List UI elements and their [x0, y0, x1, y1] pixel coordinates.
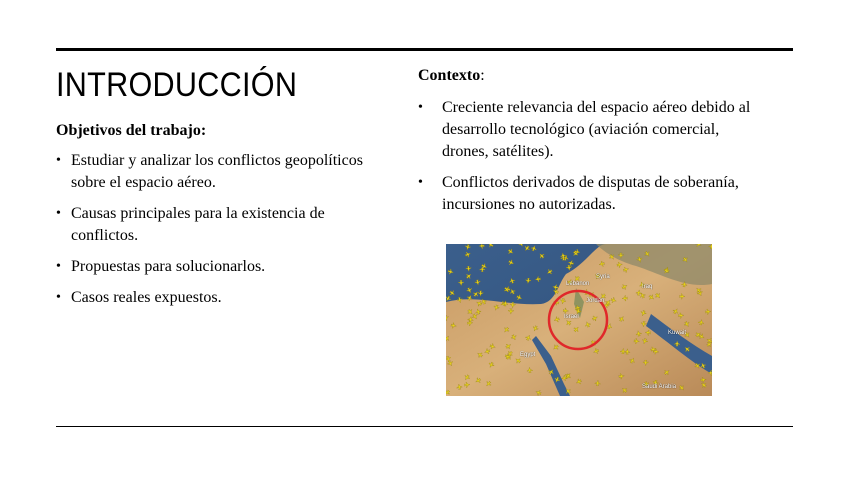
objective-item: • Estudiar y analizar los conflictos geopolíticos sobre el espacio aéreo. — [56, 150, 376, 194]
objectives-heading: Objetivos del trabajo: — [56, 122, 207, 139]
objectives-list — [56, 150, 376, 309]
map-label: Syria — [596, 274, 610, 280]
map-label: Egypt — [520, 352, 536, 358]
context-section — [418, 65, 768, 225]
map-label: Lebanon — [566, 281, 590, 287]
map-label: Kuwait — [668, 330, 687, 336]
objectives-section — [56, 122, 376, 318]
map-label: Israel — [564, 314, 579, 320]
map-label: Iraq — [642, 284, 653, 290]
bottom-divider — [56, 426, 793, 427]
top-divider — [56, 48, 793, 51]
context-heading — [418, 65, 768, 87]
context-item: • Conflictos derivados de disputas de soberanía, incursiones no autorizadas. — [418, 172, 768, 216]
objective-item: • Casos reales expuestos. — [56, 287, 376, 309]
context-item: • Creciente relevancia del espacio aéreo debido al desarrollo tecnológico (aviación comercial, drones, satélites). — [418, 97, 768, 163]
objective-item: • Causas principales para la existencia de conflictos. — [56, 203, 376, 247]
context-heading-label: Contexto — [418, 67, 481, 84]
map-graphic — [446, 244, 712, 396]
map-label: Jordan — [586, 298, 605, 304]
map-label: Saudi Arabia — [642, 384, 677, 390]
airspace-map-image — [446, 244, 712, 396]
context-list — [418, 97, 768, 216]
slide-title: INTRODUCCIÓN — [56, 66, 298, 104]
context-heading-colon: : — [480, 67, 485, 84]
objective-item: • Propuestas para solucionarlos. — [56, 256, 376, 278]
